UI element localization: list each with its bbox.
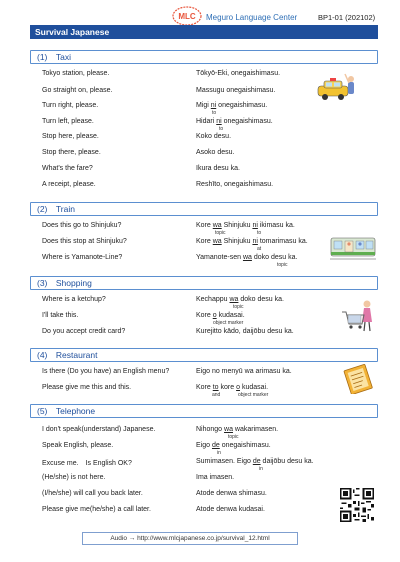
phrase-en: Stop there, please. [42,149,101,156]
phrase-en: Speak English, please. [42,442,114,449]
grammar-note: topic [277,262,288,268]
phrase-jp: Migi ni onegaishimasu. [196,102,268,109]
phrase-jp: Ima imasen. [196,474,235,481]
phrase-en: Excuse me. Is English OK? [42,460,132,467]
phrase-jp: Kore o kudasai. [196,312,245,319]
train-illustration [330,234,376,262]
grammar-note: in [259,466,263,472]
phrase-jp: Massugu onegaishimasu. [196,87,276,94]
phrase-en: Stop here, please. [42,133,99,140]
phrase-jp: Kore wa Shinjuku ni ikimasu ka. [196,222,295,229]
phrase-en: A receipt, please. [42,181,96,188]
audio-link[interactable]: Audio → http://www.mlcjapanese.co.jp/survival_12.html [82,532,298,545]
phrase-jp: Kore wa Shinjuku ni tomarimasu ka. [196,238,308,245]
phrase-jp: Eigo no menyū wa arimasu ka. [196,368,292,375]
phrase-jp: Tōkyō-Eki, onegaishimasu. [196,70,281,77]
phrase-en: Does this stop at Shinjuku? [42,238,127,245]
phrase-en: Is there (Do you have) an English menu? [42,368,170,375]
phrase-jp: Ikura desu ka. [196,165,240,172]
phrase-en: (I/he/she) will call you back later. [42,490,143,497]
grammar-note: to [257,230,262,236]
mlc-logo [172,6,202,26]
phrase-jp: Reshīto, onegaishimasu. [196,181,274,188]
grammar-note: to [212,110,217,116]
phrase-jp: Kechappu wa doko desu ka. [196,296,284,303]
phrase-jp: Sumimasen. Eigo de daijōbu desu ka. [196,458,314,465]
grammar-note: object marker [213,320,244,326]
phrase-en: Please give me(he/she) a call later. [42,506,151,513]
phrase-jp: Asoko desu. [196,149,235,156]
phrase-en: Where is a ketchup? [42,296,106,303]
section-header-restaurant: (4) Restaurant [30,348,378,362]
shopping-cart-illustration [340,298,376,334]
svg-text:MLC: MLC [178,12,196,21]
phrase-jp: Kurejitto kādo, daijōbu desu ka. [196,328,294,335]
grammar-note: topic [228,434,239,440]
phrase-en: I don't speak(understand) Japanese. [42,426,156,433]
phrase-en: (He/she) is not here. [42,474,106,481]
phrase-jp: Nihongo wa wakarimasen. [196,426,279,433]
phrase-jp: Atode denwa kudasai. [196,506,265,513]
phrase-en: Turn right, please. [42,102,99,109]
phrase-en: Please give me this and this. [42,384,132,391]
phrase-jp: Yamanote-sen wa doko desu ka. [196,254,298,261]
org-name: Meguro Language Center [206,13,298,22]
phrase-en: Where is Yamanote-Line? [42,254,123,261]
phrase-en: Does this go to Shinjuku? [42,222,122,229]
phrase-jp: Koko desu. [196,133,232,140]
phrase-en: I'll take this. [42,312,79,319]
grammar-note: topic [233,304,244,310]
phrase-jp: Eigo de onegaishimasu. [196,442,271,449]
doc-code: BP1-01 (202102) [318,13,376,22]
section-header-train: (2) Train [30,202,378,216]
page-title: Survival Japanese [30,25,378,39]
grammar-note: and [212,392,221,398]
grammar-note: topic [215,230,226,236]
grammar-note: in [217,450,221,456]
phrase-jp: Hidari ni onegaishimasu. [196,118,273,125]
grammar-note: object marker [238,392,269,398]
phrase-jp: Kore to kore o kudasai. [196,384,269,391]
phrase-en: Tokyo station, please. [42,70,110,77]
section-header-taxi: (1) Taxi [30,50,378,64]
menu-illustration [342,364,374,394]
grammar-note: at [257,246,262,252]
section-header-shopping: (3) Shopping [30,276,378,290]
phrase-en: Go straight on, please. [42,87,113,94]
phrase-jp: Atode denwa shimasu. [196,490,267,497]
taxi-illustration [316,70,356,104]
phrase-en: Do you accept credit card? [42,328,126,335]
phrase-en: What's the fare? [42,165,93,172]
qr-code[interactable] [340,488,374,522]
phrase-en: Turn left, please. [42,118,94,125]
grammar-note: to [219,126,224,132]
section-header-telephone: (5) Telephone [30,404,378,418]
